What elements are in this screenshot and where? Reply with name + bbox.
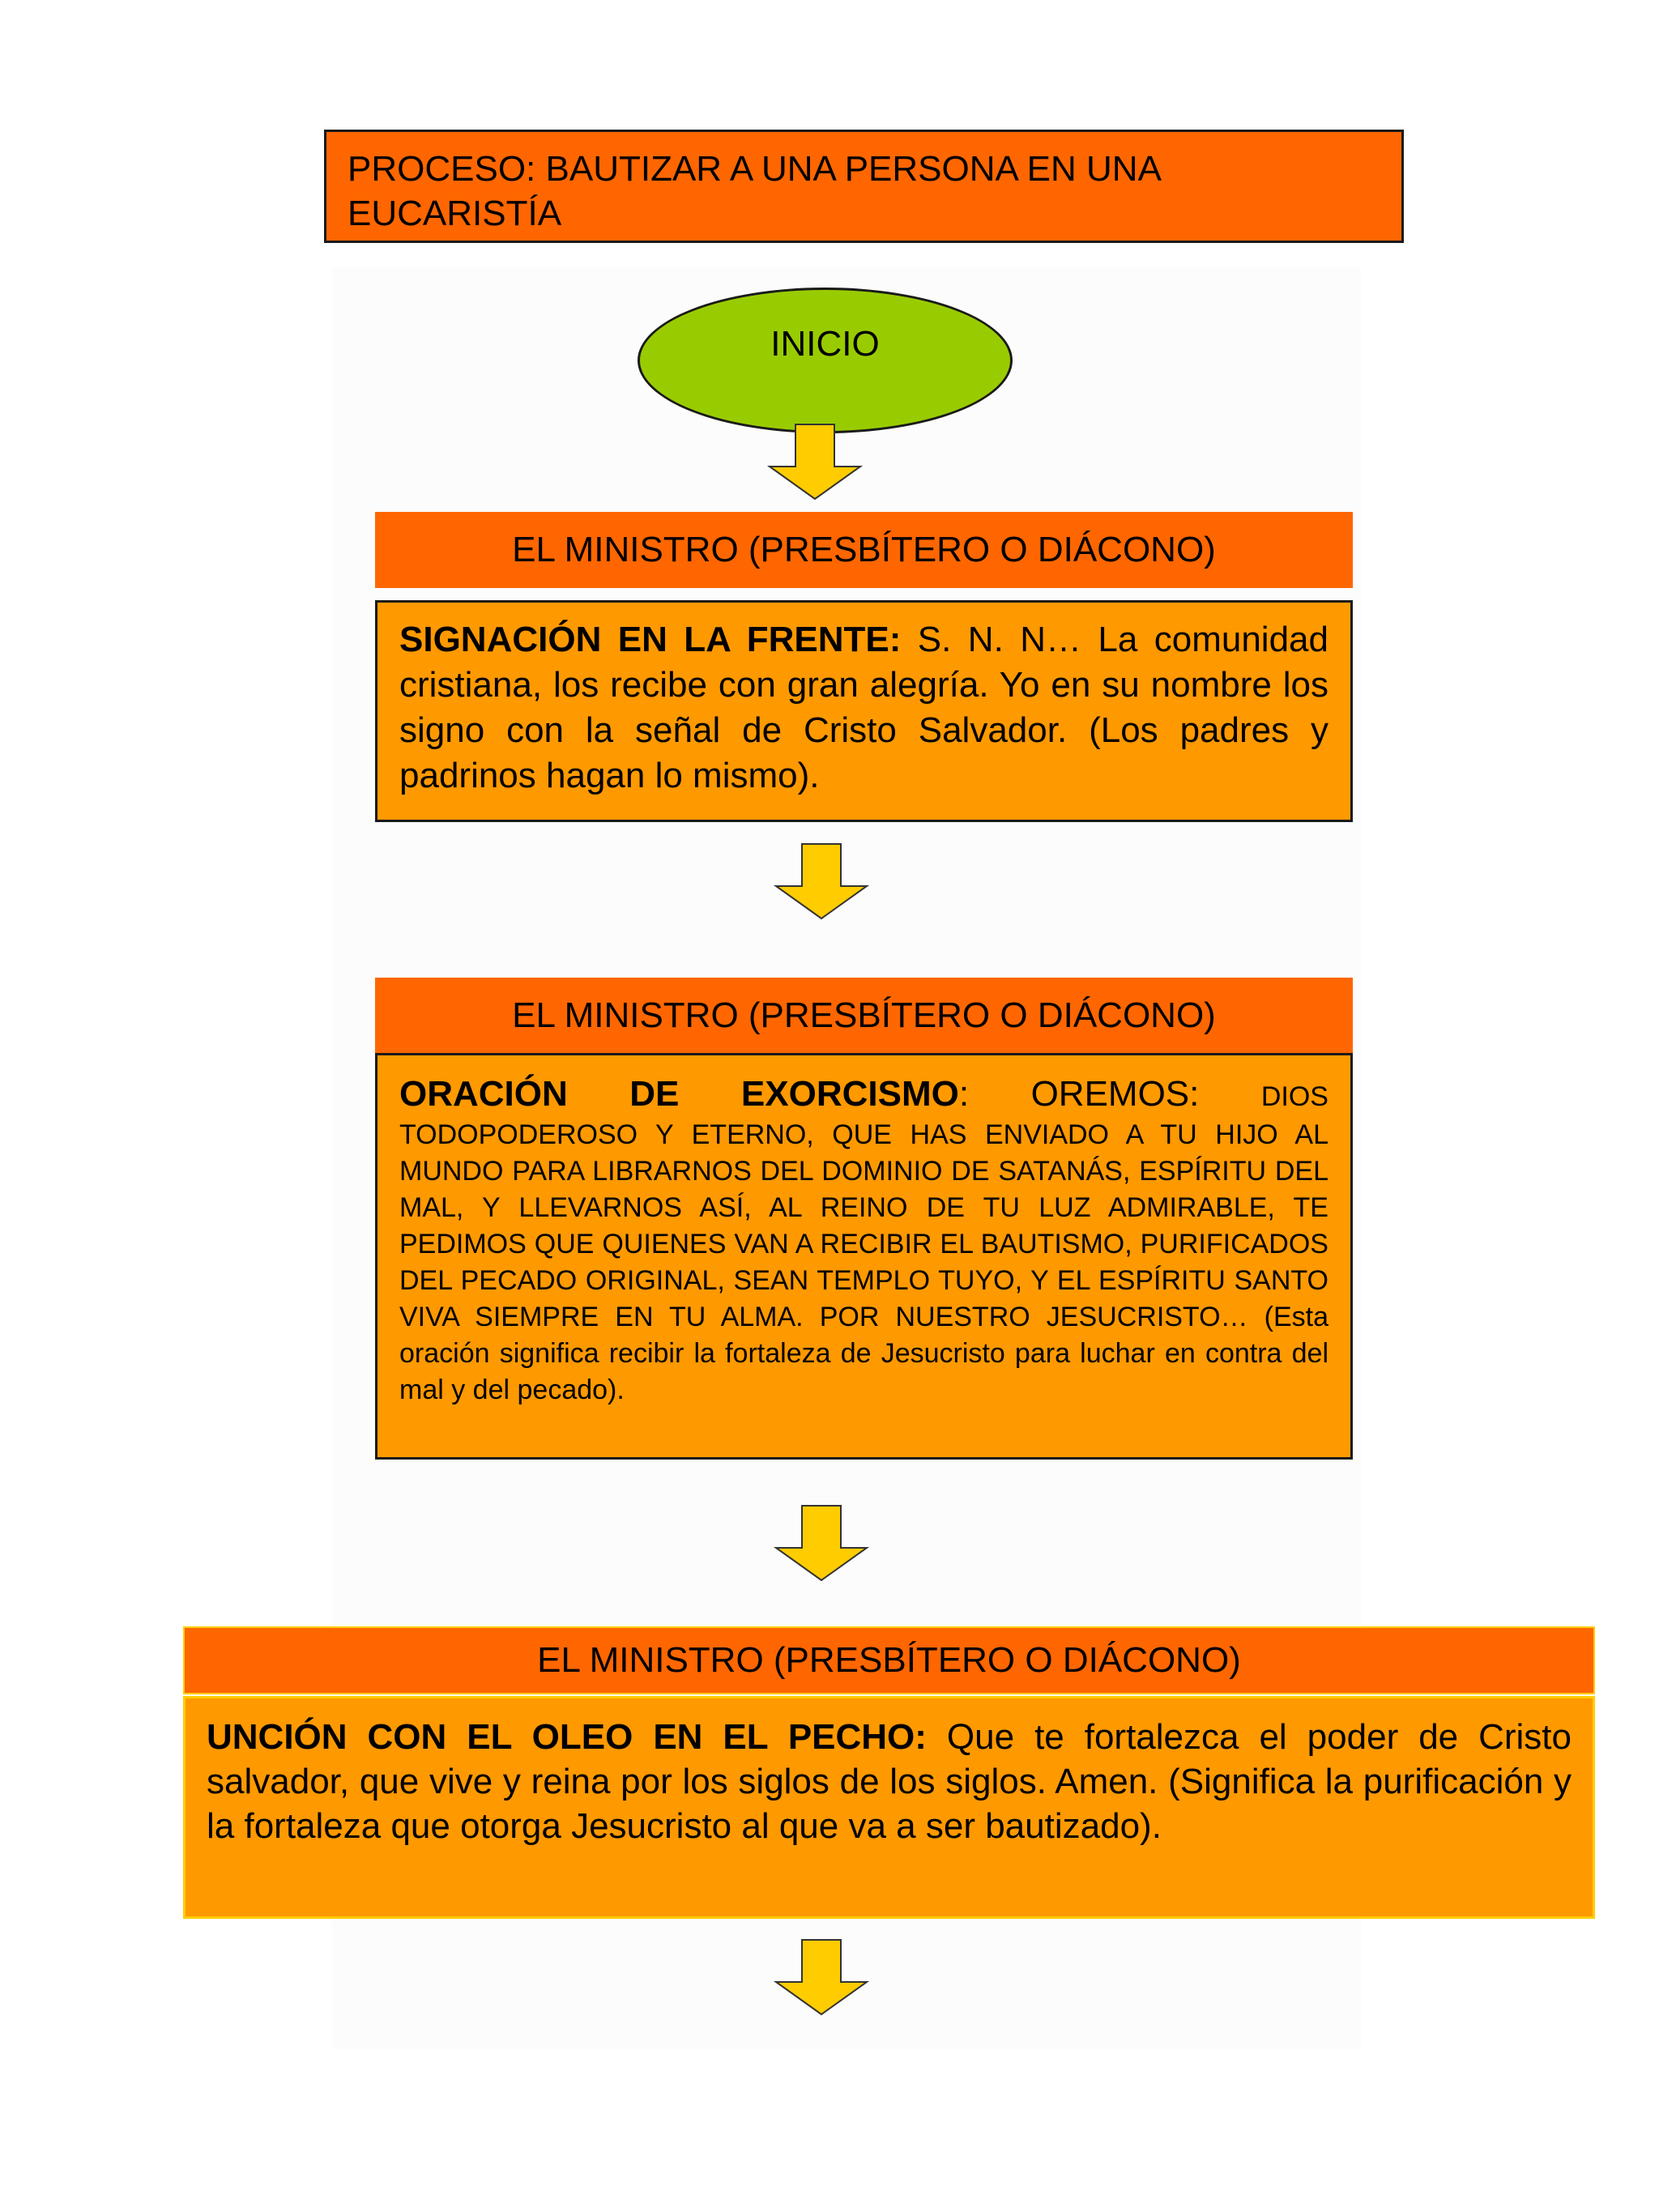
step-2-note: (Esta oración significa recibir la fortaleza de Jesucristo para luchar en contra del mal y del pecado). — [399, 1302, 1328, 1405]
step-2-colon: : — [958, 1074, 970, 1114]
step-2-prayer — [399, 1117, 1328, 1409]
step-1-text: S. N. N… La comunidad cristiana, los recibe con gran alegría. Yo en su nombre los signo con la señal de Cristo Salvador. (Los padres y padrinos hagan lo mismo). — [399, 620, 1328, 795]
down-arrow-icon — [773, 842, 870, 920]
step-2-header-label: EL MINISTRO (PRESBÍTERO O DIÁCONO) — [512, 995, 1216, 1035]
step-2-body — [375, 1053, 1353, 1460]
step-3-heading: UNCIÓN CON EL OLEO EN EL PECHO: — [207, 1717, 927, 1757]
step-1-body — [375, 600, 1353, 822]
step-2-first-line — [399, 1072, 1328, 1117]
step-2-heading: ORACIÓN DE EXORCISMO — [399, 1074, 959, 1114]
down-arrow-icon — [773, 1938, 870, 2016]
down-arrow-icon — [773, 1504, 870, 1582]
step-1-heading: SIGNACIÓN EN LA FRENTE: — [399, 620, 902, 659]
step-3-body — [183, 1696, 1595, 1919]
start-node — [638, 288, 1013, 433]
step-2-caps-first: DIOS — [1260, 1081, 1328, 1112]
step-2-oremos: OREMOS: — [1030, 1074, 1200, 1114]
step-2-prayer-text: TODOPODEROSO Y ETERNO, QUE HAS ENVIADO A TU HIJO AL MUNDO PARA LIBRARNOS DEL DOMINIO DE SATANÁS, ESPÍRITU DEL MAL, Y LLEVARNOS ASÍ, AL REINO DE TU LUZ ADMIRABLE, TE PEDIMOS QUE QUIENES VAN A RECIBIR EL BAUTISMO, PURIFICADOS DEL PECADO ORIGINAL, SEAN TEMPLO TUYO, Y EL ESPÍRITU SANTO VIVA SIEMPRE EN TU ALMA. POR NUESTRO JESUCRISTO… — [399, 1119, 1328, 1332]
start-label: INICIO — [770, 324, 880, 364]
step-1-header-label: EL MINISTRO (PRESBÍTERO O DIÁCONO) — [512, 530, 1216, 569]
step-3-header-label: EL MINISTRO (PRESBÍTERO O DIÁCONO) — [537, 1640, 1241, 1680]
step-1-header — [375, 512, 1353, 588]
process-title: PROCESO: BAUTIZAR A UNA PERSONA EN UNA EUCARISTÍA — [324, 130, 1404, 243]
step-2-header — [375, 978, 1353, 1054]
step-3-header — [183, 1626, 1595, 1694]
down-arrow-icon — [766, 423, 864, 501]
step-3-text: Que te fortalezca el poder de Cristo salvador, que vive y reina por los siglos de los siglos. Amen. (Significa la purificación y la fortaleza que otorga Jesucristo al que va a ser bautizado). — [207, 1717, 1572, 1846]
